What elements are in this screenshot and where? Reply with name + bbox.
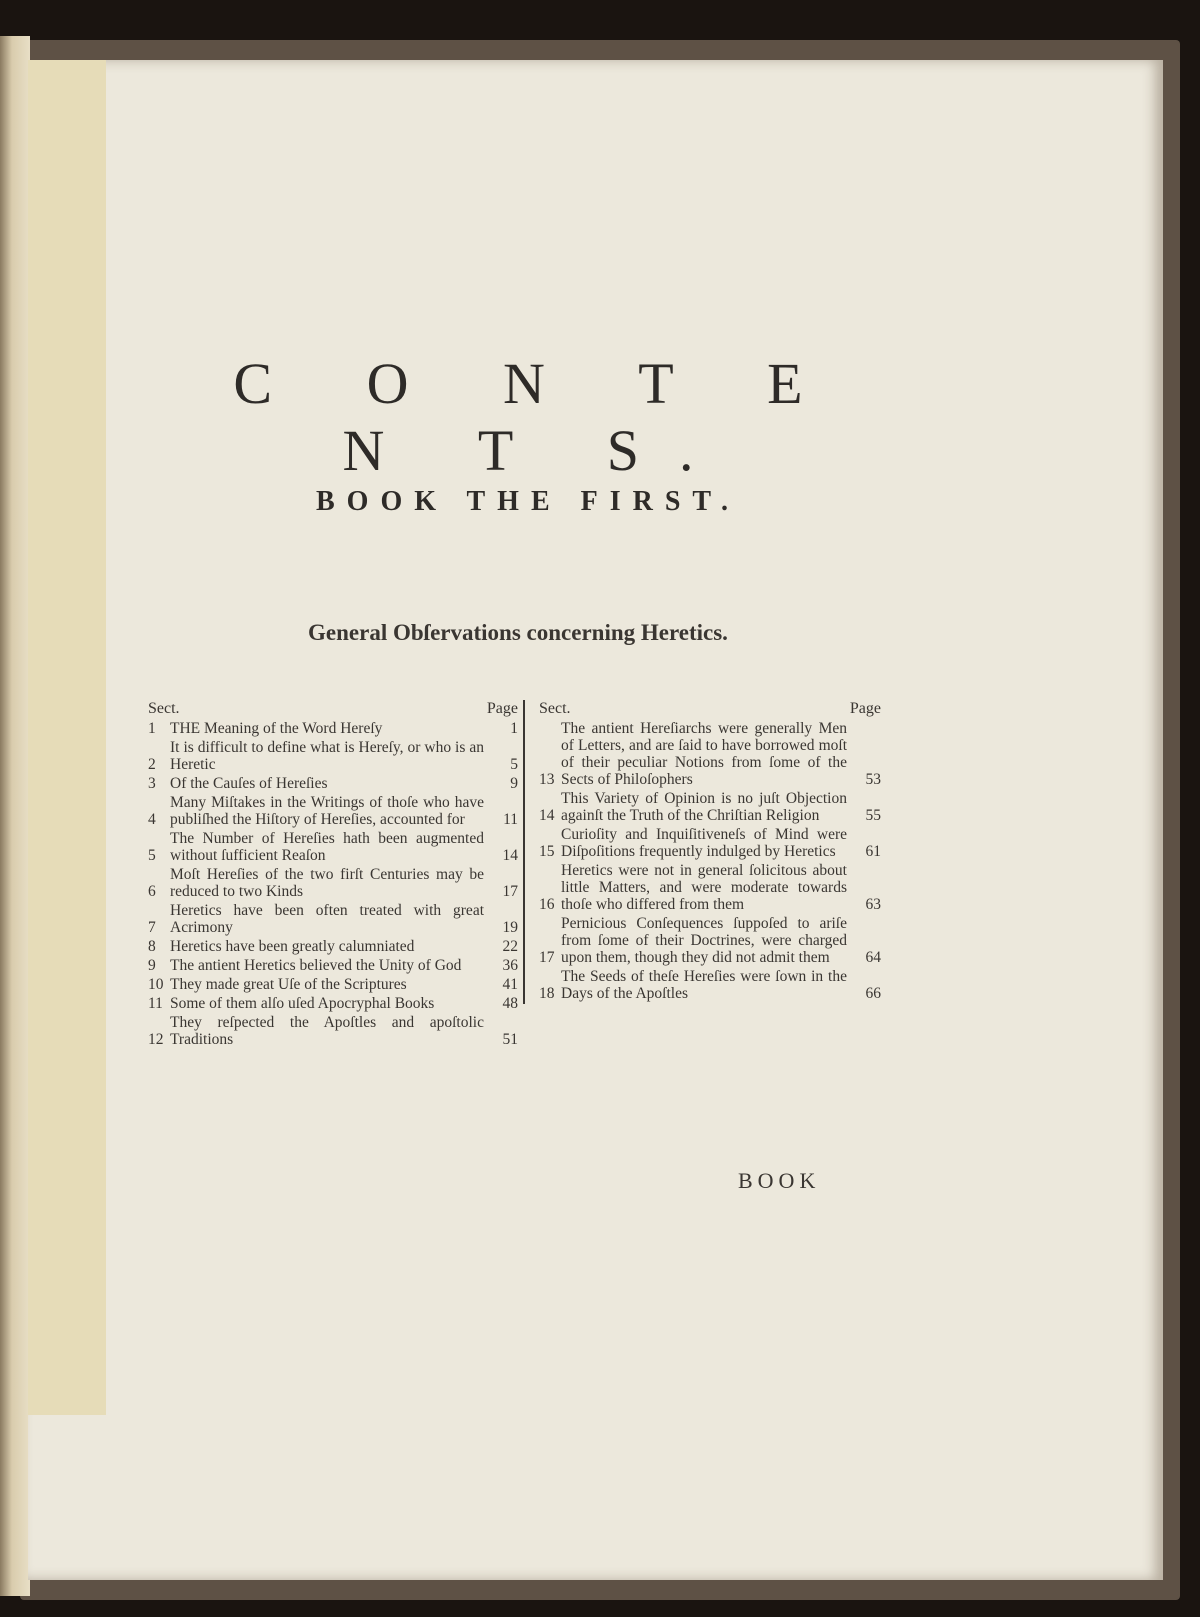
column-header [539, 700, 881, 720]
section-number: 13 [539, 771, 555, 788]
catchword: BOOK [738, 1168, 821, 1193]
contents-entry [148, 1014, 518, 1048]
page-number: 36 [502, 957, 518, 974]
section-number: 12 [148, 1031, 164, 1048]
page-number: 48 [502, 995, 518, 1012]
page-number: 14 [502, 847, 518, 864]
entry-text: Many Miſtakes in the Writings of thoſe who have publiſhed the Hiſtory of Hereſies, accounted for [170, 794, 484, 828]
sect-label: Sect. [148, 700, 180, 717]
contents-entry [539, 862, 881, 913]
section-number: 14 [539, 807, 555, 824]
contents-entry [539, 790, 881, 824]
contents-entry [539, 720, 881, 788]
entry-text: It is difficult to define what is Hereſy, or who is an Heretic [170, 739, 484, 773]
contents-entry [148, 902, 518, 936]
facing-page-edge [0, 36, 30, 1596]
entry-text: Heretics were not in general ſolicitous about little Matters, and were moderate towards thoſe who differed from them [561, 862, 847, 913]
section-number: 16 [539, 896, 555, 913]
contents-entry [148, 830, 518, 864]
page-number: 9 [510, 775, 518, 792]
entry-text: Heretics have been often treated with great Acrimony [170, 902, 484, 936]
section-number: 10 [148, 976, 164, 993]
page-label: Page [486, 700, 518, 717]
page-number: 19 [502, 919, 518, 936]
entry-text: The Number of Hereſies hath been augmented without ſufficient Reaſon [170, 830, 484, 864]
entry-text: Heretics have been greatly calumniated [170, 938, 415, 955]
contents-column-left [148, 700, 518, 1050]
gutter-strip [28, 60, 106, 1415]
contents-entry [148, 739, 518, 773]
section-number: 3 [148, 775, 156, 792]
page-number: 51 [502, 1031, 518, 1048]
contents-column-right [523, 700, 881, 1004]
entry-text: They made great Uſe of the Scriptures [170, 976, 407, 993]
section-number: 5 [148, 847, 156, 864]
book-heading: BOOK THE FIRST. [315, 486, 741, 517]
section-number: 18 [539, 985, 555, 1002]
page-number: 41 [502, 976, 518, 993]
entry-text: The antient Hereſiarchs were generally Men of Letters, and are ſaid to have borrowed moſt of their peculiar Notions from ſome of the Sects of Philoſophers [561, 720, 847, 788]
section-number: 6 [148, 883, 156, 900]
contents-entry [539, 826, 881, 860]
contents-entry [148, 976, 518, 993]
section-number: 8 [148, 938, 156, 955]
section-number: 4 [148, 811, 156, 828]
page-number: 1 [510, 720, 518, 737]
section-number: 11 [148, 995, 163, 1012]
section-number: 7 [148, 919, 156, 936]
entry-text: Pernicious Conſequences ſuppoſed to ariſe from ſome of their Doctrines, were charged upon them, though they did not admit them [561, 915, 847, 966]
page-number: 61 [865, 843, 881, 860]
entry-text: Curioſity and Inquiſitiveneſs of Mind were Diſpoſitions frequently indulged by Heretics [561, 826, 847, 860]
entry-list [148, 720, 518, 1048]
page-number: 64 [865, 949, 881, 966]
contents-entry [148, 938, 518, 955]
entry-text: The Seeds of theſe Hereſies were ſown in the Days of the Apoſtles [561, 968, 847, 1002]
contents-entry [539, 968, 881, 1002]
page-number: 66 [865, 985, 881, 1002]
entry-text: Moſt Hereſies of the two firſt Centuries may be reduced to two Kinds [170, 866, 484, 900]
page-number: 22 [502, 938, 518, 955]
contents-entry [148, 720, 518, 737]
contents-title: C O N T E N T S. [233, 351, 843, 483]
section-number: 15 [539, 843, 555, 860]
contents-entry [148, 794, 518, 828]
entry-text: This Variety of Opinion is no juſt Objection againſt the Truth of the Chriſtian Religion [561, 790, 847, 824]
section-number: 1 [148, 720, 156, 737]
entry-text: Some of them alſo uſed Apocryphal Books [170, 995, 435, 1012]
page-number: 55 [865, 807, 881, 824]
page-number: 53 [865, 771, 881, 788]
entry-list [539, 720, 881, 1002]
section-number: 9 [148, 957, 156, 974]
page-number: 63 [865, 896, 881, 913]
page [28, 60, 1163, 1580]
section-number: 17 [539, 949, 555, 966]
column-header [148, 700, 518, 720]
sect-label: Sect. [539, 700, 571, 717]
contents-entry [148, 775, 518, 792]
section-number: 2 [148, 756, 156, 773]
entry-text: They reſpected the Apoſtles and apoſtolic Traditions [170, 1014, 484, 1048]
entry-text: THE Meaning of the Word Hereſy [170, 720, 383, 737]
page-number: 11 [503, 811, 518, 828]
contents-entry [148, 957, 518, 974]
contents-entry [539, 915, 881, 966]
entry-text: Of the Cauſes of Hereſies [170, 775, 328, 792]
contents-entry [148, 995, 518, 1012]
section-subtitle: General Obſervations concerning Heretics. [308, 620, 728, 645]
contents-entry [148, 866, 518, 900]
page-number: 17 [502, 883, 518, 900]
entry-text: The antient Heretics believed the Unity of God [170, 957, 462, 974]
page-label: Page [849, 700, 881, 717]
page-number: 5 [510, 756, 518, 773]
